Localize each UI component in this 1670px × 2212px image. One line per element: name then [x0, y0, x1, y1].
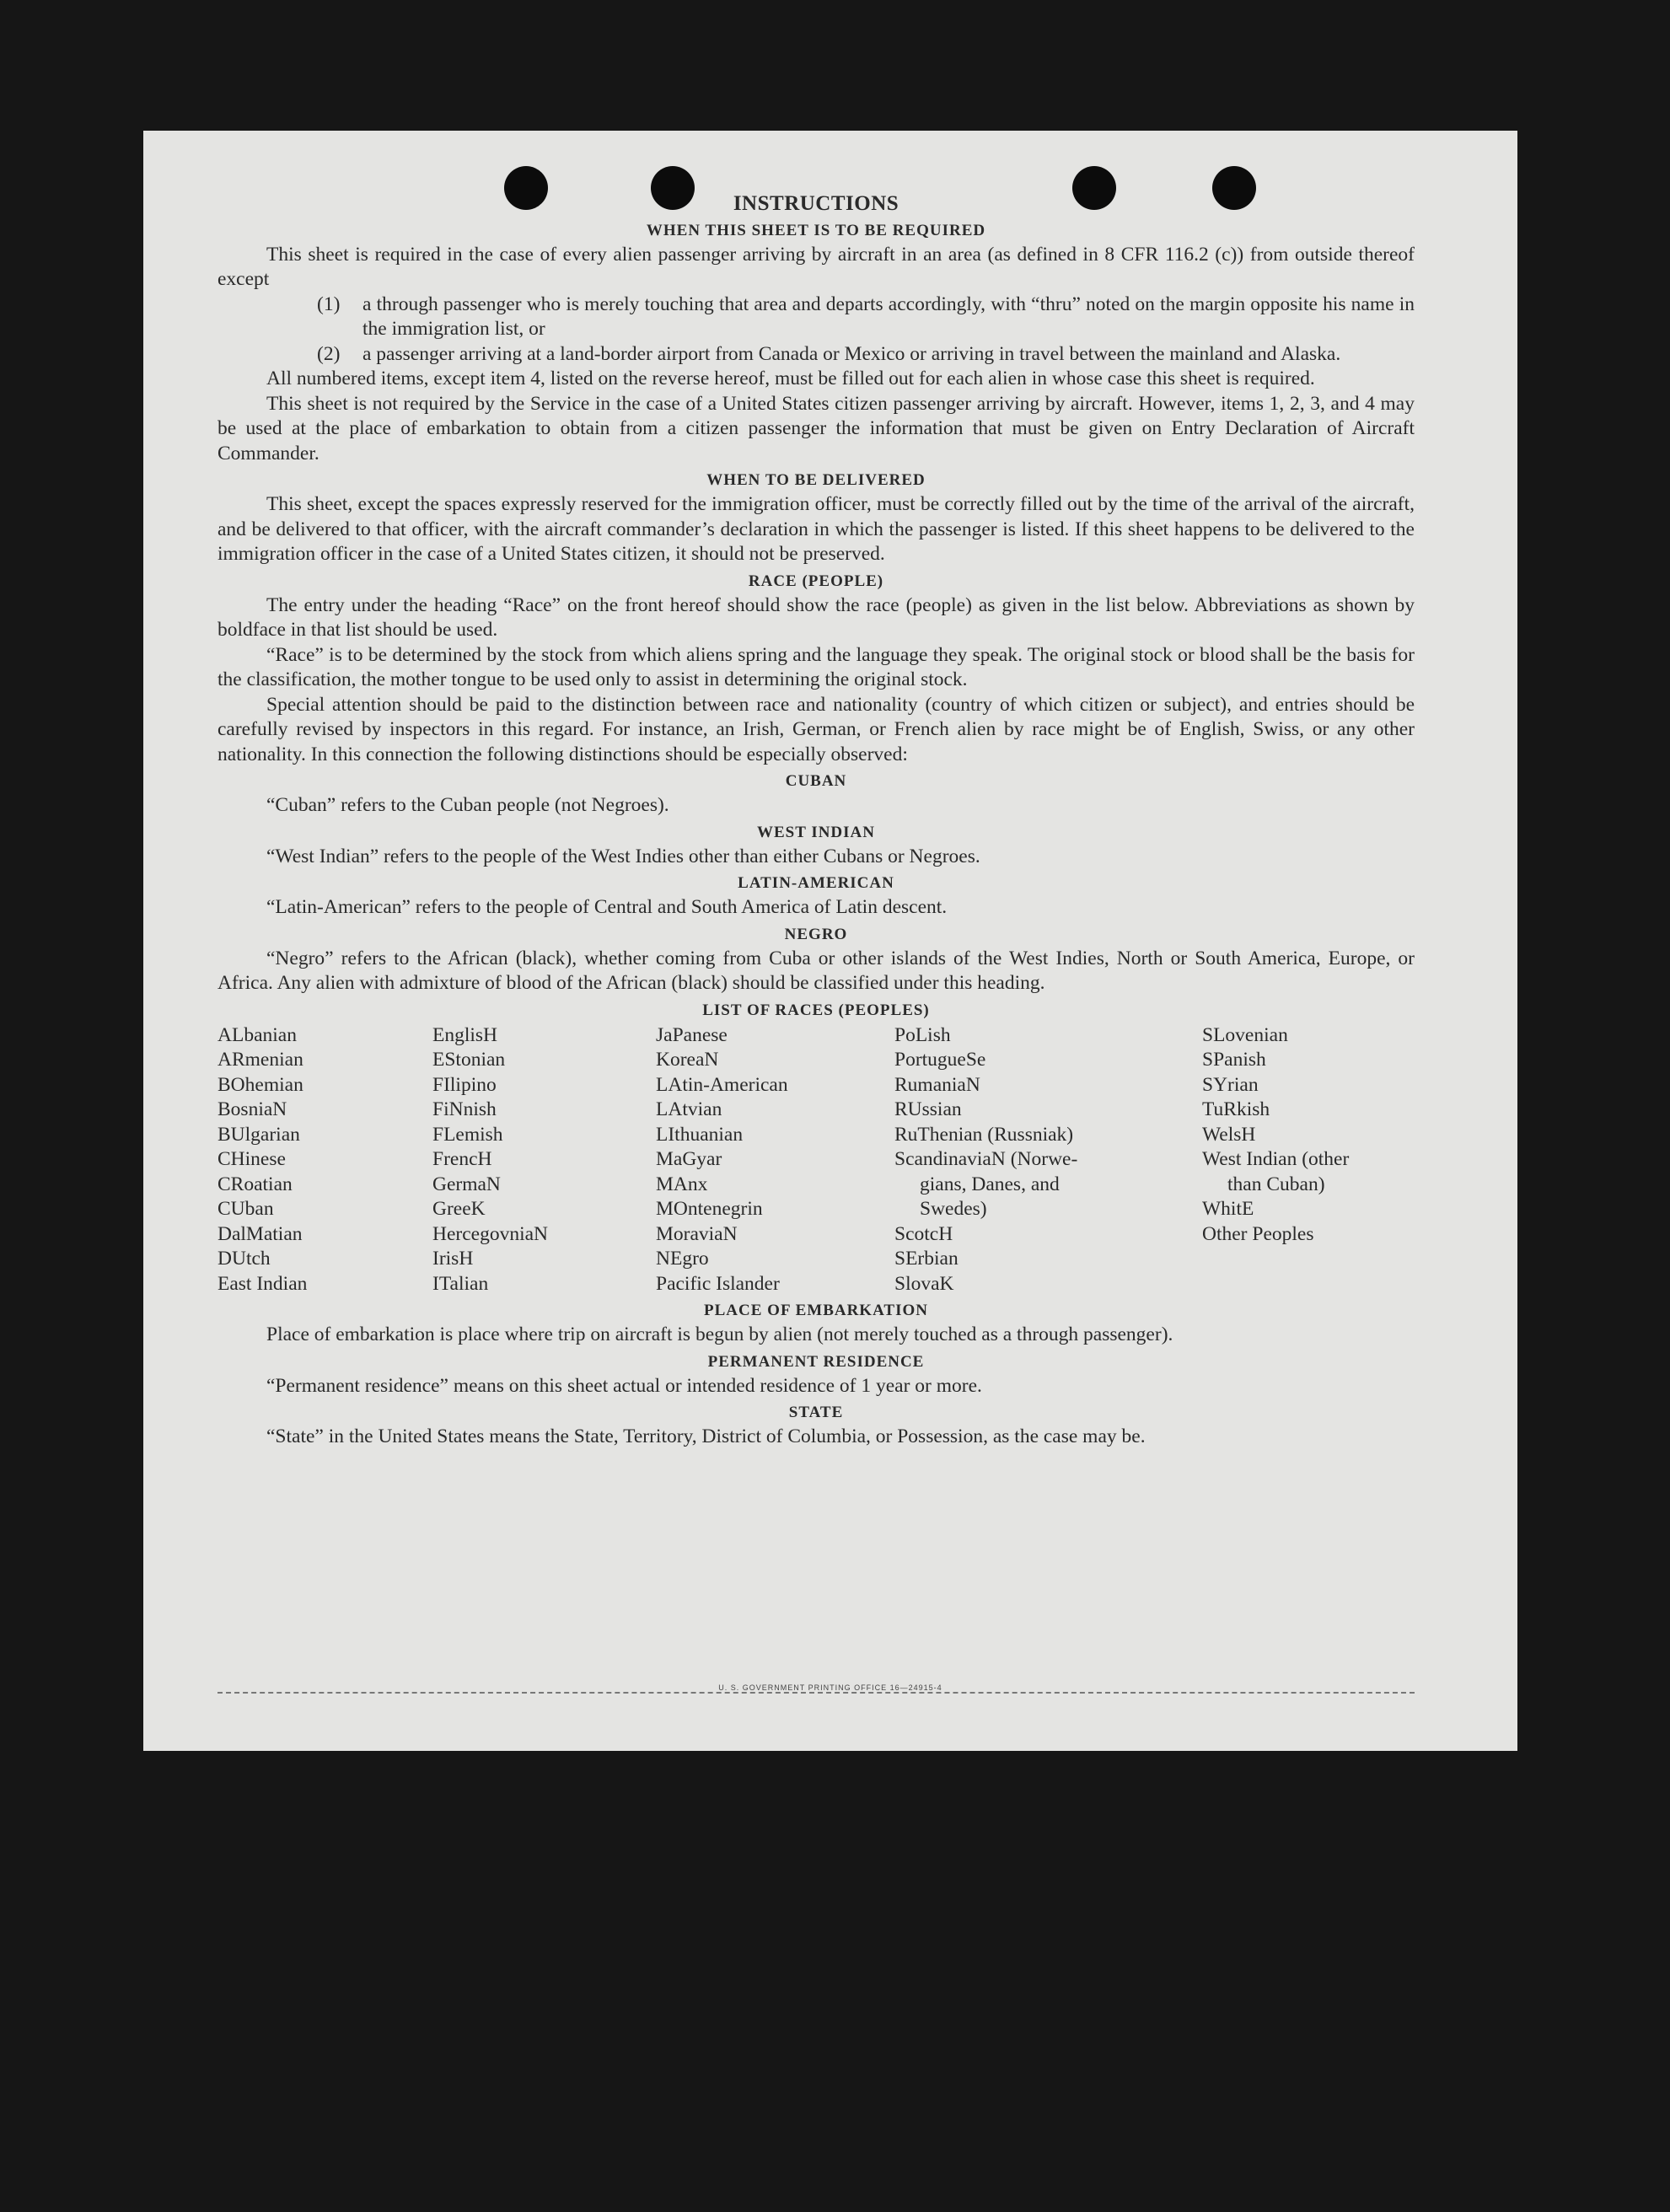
race-column	[894, 1023, 1202, 1297]
section-heading: CUBAN	[785, 772, 847, 790]
footer-rule	[217, 1692, 1415, 1694]
race-entry-continued: than Cuban)	[1227, 1173, 1325, 1195]
race-entry: GermaN	[432, 1173, 501, 1195]
section-heading: WEST INDIAN	[757, 823, 875, 841]
section-heading: LIST OF RACES (PEOPLES)	[702, 1001, 930, 1019]
race-entry: BosniaN	[217, 1098, 287, 1120]
section-heading: LATIN-AMERICAN	[738, 874, 894, 892]
paragraph: “Cuban” refers to the Cuban people (not Negroes).	[266, 794, 669, 816]
race-entry: FIlipino	[432, 1073, 497, 1096]
race-entry: IrisH	[432, 1248, 474, 1270]
printer-imprint	[143, 1683, 1517, 1692]
race-entry: MAnx	[656, 1173, 708, 1195]
race-entry: RUssian	[894, 1098, 962, 1120]
section-heading: RACE (PEOPLE)	[748, 572, 884, 590]
section-heading: PERMANENT RESIDENCE	[707, 1352, 925, 1371]
race-entry: FiNnish	[432, 1098, 497, 1120]
race-entry: BUlgarian	[217, 1123, 300, 1146]
race-entry: LIthuanian	[656, 1123, 744, 1146]
race-entry: SlovaK	[894, 1272, 954, 1295]
list-item	[217, 293, 1415, 342]
race-entry: West Indian (other	[1202, 1148, 1350, 1170]
race-list	[217, 1023, 1415, 1297]
race-column	[656, 1023, 894, 1297]
race-entry: KoreaN	[656, 1049, 719, 1071]
race-entry: MOntenegrin	[656, 1198, 763, 1220]
paragraph: Place of embarkation is place where trip on aircraft is begun by alien (not merely touched as a through passenger).	[266, 1323, 1173, 1345]
instructions-body	[217, 191, 1415, 1450]
race-entry: RuThenian (Russniak)	[894, 1123, 1074, 1146]
race-entry: PortugueSe	[894, 1049, 986, 1071]
race-column	[1202, 1023, 1415, 1297]
race-entry: PoLish	[894, 1023, 951, 1046]
race-entry: LAtvian	[656, 1098, 722, 1120]
race-entry: Pacific Islander	[656, 1272, 780, 1295]
race-entry: EStonian	[432, 1049, 506, 1071]
race-entry: WhitE	[1202, 1198, 1254, 1220]
race-entry: EnglisH	[432, 1023, 498, 1046]
race-entry: DalMatian	[217, 1222, 303, 1245]
list-item	[217, 342, 1415, 368]
race-entry: CRoatian	[217, 1173, 293, 1195]
race-entry: East Indian	[217, 1272, 308, 1295]
race-entry: CHinese	[217, 1148, 286, 1170]
paragraph: The entry under the heading “Race” on the front hereof should show the race (people) as given in the list below. Abbreviations as shown by boldface in that list should be used.	[217, 593, 1415, 641]
race-entry: CUban	[217, 1198, 274, 1220]
race-entry: MaGyar	[656, 1148, 722, 1170]
race-entry: TuRkish	[1202, 1098, 1270, 1120]
race-entry: GreeK	[432, 1198, 486, 1220]
item-number: (1)	[317, 293, 341, 315]
race-column	[217, 1023, 432, 1297]
section-heading: STATE	[788, 1404, 844, 1421]
race-entry: ScandinaviaN (Norwe-	[894, 1148, 1078, 1170]
race-entry: SErbian	[894, 1248, 959, 1270]
paragraph: “Race” is to be determined by the stock from which aliens spring and the language they speak. The original stock or blood shall be the basis for the classification, the mother tongue to be used only to assist in determining the original stock.	[217, 643, 1415, 690]
item-number: (2)	[317, 342, 341, 365]
paragraph: Special attention should be paid to the distinction between race and nationality (country of which citizen or subject), and entries should be carefully revised by inspectors in this regard. For instance, an Irish, German, or French alien by race might be of English, Swiss, or any other nationality. In this connection the following distinctions should be especially observed:	[217, 693, 1415, 765]
race-entry: FrencH	[432, 1148, 492, 1170]
race-entry: LAtin-American	[656, 1073, 788, 1096]
race-entry: WelsH	[1202, 1123, 1256, 1146]
race-entry: SYrian	[1202, 1073, 1259, 1096]
race-entry: FLemish	[432, 1123, 503, 1146]
paragraph: “Latin-American” refers to the people of Central and South America of Latin descent.	[266, 896, 948, 918]
paragraph: “Negro” refers to the African (black), whether coming from Cuba or other islands of the West Indies, North or South America, Europe, or Africa. Any alien with admixture of blood of the African (black) should be classified under this heading.	[217, 947, 1415, 994]
paragraph: All numbered items, except item 4, listed on the reverse hereof, must be filled out for each alien in whose case this sheet is required.	[266, 368, 1315, 389]
race-entry: BOhemian	[217, 1073, 303, 1096]
paragraph: This sheet is not required by the Service in the case of a United States citizen passenger arriving by aircraft. However, items 1, 2, 3, and 4 may be used at the place of embarkation to obtain from a citizen passenger the information that must be given on Entry Declaration of Aircraft Commander.	[217, 392, 1415, 464]
race-entry: ScotcH	[894, 1222, 953, 1245]
race-entry-continued: gians, Danes, and	[920, 1173, 1060, 1195]
race-entry: MoraviaN	[656, 1222, 738, 1245]
document-page	[143, 131, 1517, 1751]
race-entry: SLovenian	[1202, 1023, 1288, 1046]
race-entry: RumaniaN	[894, 1073, 980, 1096]
paragraph: This sheet, except the spaces expressly reserved for the immigration officer, must be correctly filled out by the time of the arrival of the aircraft, and be delivered to that officer, with the aircraft commander’s declaration in which the passenger is listed. If this sheet happens to be delivered to the immigration officer in the case of a United States citizen, it should not be preserved.	[217, 493, 1415, 565]
section-heading: NEGRO	[784, 925, 848, 943]
race-entry: Other Peoples	[1202, 1222, 1314, 1245]
page-title: INSTRUCTIONS	[733, 192, 899, 215]
race-entry: ITalian	[432, 1272, 489, 1295]
paragraph: “West Indian” refers to the people of the West Indies other than either Cubans or Negroes.	[266, 845, 980, 867]
paragraph: “State” in the United States means the State, Territory, District of Columbia, or Possession, as the case may be.	[266, 1425, 1146, 1447]
paragraph: “Permanent residence” means on this sheet actual or intended residence of 1 year or more.	[266, 1374, 982, 1397]
race-entry: DUtch	[217, 1248, 271, 1270]
race-entry: JaPanese	[656, 1023, 728, 1046]
section-heading: WHEN THIS SHEET IS TO BE REQUIRED	[646, 221, 986, 239]
race-entry: SPanish	[1202, 1049, 1266, 1071]
section-heading: WHEN TO BE DELIVERED	[706, 471, 926, 489]
race-entry: ALbanian	[217, 1023, 297, 1046]
item-text: a through passenger who is merely touching that area and departs accordingly, with “thru” noted on the margin opposite his name in the immigration list, or	[362, 293, 1415, 340]
paragraph: This sheet is required in the case of every alien passenger arriving by aircraft in an area (as defined in 8 CFR 116.2 (c)) from outside thereof except	[217, 243, 1415, 290]
race-entry-continued: Swedes)	[920, 1198, 987, 1220]
race-entry: HercegovniaN	[432, 1222, 549, 1245]
printer-imprint-text: U. S. GOVERNMENT PRINTING OFFICE 16—24915-4	[711, 1683, 948, 1692]
race-entry: NEgro	[656, 1248, 709, 1270]
item-text: a passenger arriving at a land-border airport from Canada or Mexico or arriving in travel between the mainland and Alaska.	[362, 342, 1341, 365]
race-column	[432, 1023, 656, 1297]
section-heading: PLACE OF EMBARKATION	[704, 1302, 928, 1319]
race-entry: ARmenian	[217, 1049, 303, 1071]
